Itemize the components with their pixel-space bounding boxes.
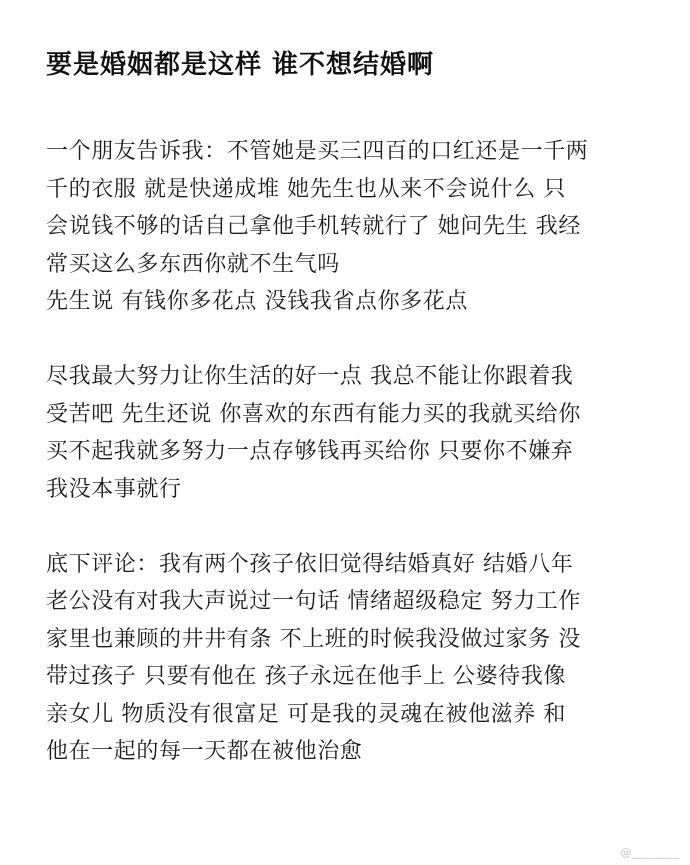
- paragraph-1: [46, 133, 646, 321]
- body-line: 带过孩子 只要有他在 孩子永远在他手上 公婆待我像: [46, 664, 566, 689]
- body-line: 买不起我就多努力一点存够钱再买给你 只要你不嫌弃: [46, 439, 574, 464]
- body-line: 亲女儿 物质没有很富足 可是我的灵魂在被他滋养 和: [46, 701, 566, 727]
- post-title: 要是婚姻都是这样 谁不想结婚啊: [46, 50, 435, 80]
- body-line: 受苦吧 先生还说 你喜欢的东西有能力买的我就买给你: [46, 401, 581, 427]
- post-body: [46, 133, 646, 771]
- paragraph-spacer: [46, 321, 646, 359]
- body-line: 尽我最大努力让你生活的好一点 我总不能让你跟着我: [46, 364, 574, 389]
- body-line: 常买这么多东西你就不生气吗: [46, 251, 340, 277]
- body-line: 我没本事就行: [46, 476, 182, 502]
- watermark: @________: [620, 846, 680, 859]
- paragraph-2: [46, 358, 646, 508]
- body-line: 他在一起的每一天都在被他治愈: [46, 739, 363, 764]
- body-line: 先生说 有钱你多花点 没钱我省点你多花点: [46, 289, 468, 314]
- body-line: 会说钱不够的话自己拿他手机转就行了 她问先生 我经: [46, 214, 581, 239]
- body-line: 一个朋友告诉我：不管她是买三四百的口红还是一千两: [46, 139, 589, 164]
- paragraph-spacer: [46, 508, 646, 546]
- body-line: 底下评论：我有两个孩子依旧觉得结婚真好 结婚八年: [46, 551, 574, 577]
- body-line: 千的衣服 就是快递成堆 她先生也从来不会说什么 只: [46, 176, 566, 202]
- body-line: 老公没有对我大声说过一句话 情绪超级稳定 努力工作: [46, 589, 581, 614]
- paragraph-3: [46, 546, 646, 771]
- body-line: 家里也兼顾的井井有条 不上班的时候我没做过家务 没: [46, 626, 581, 652]
